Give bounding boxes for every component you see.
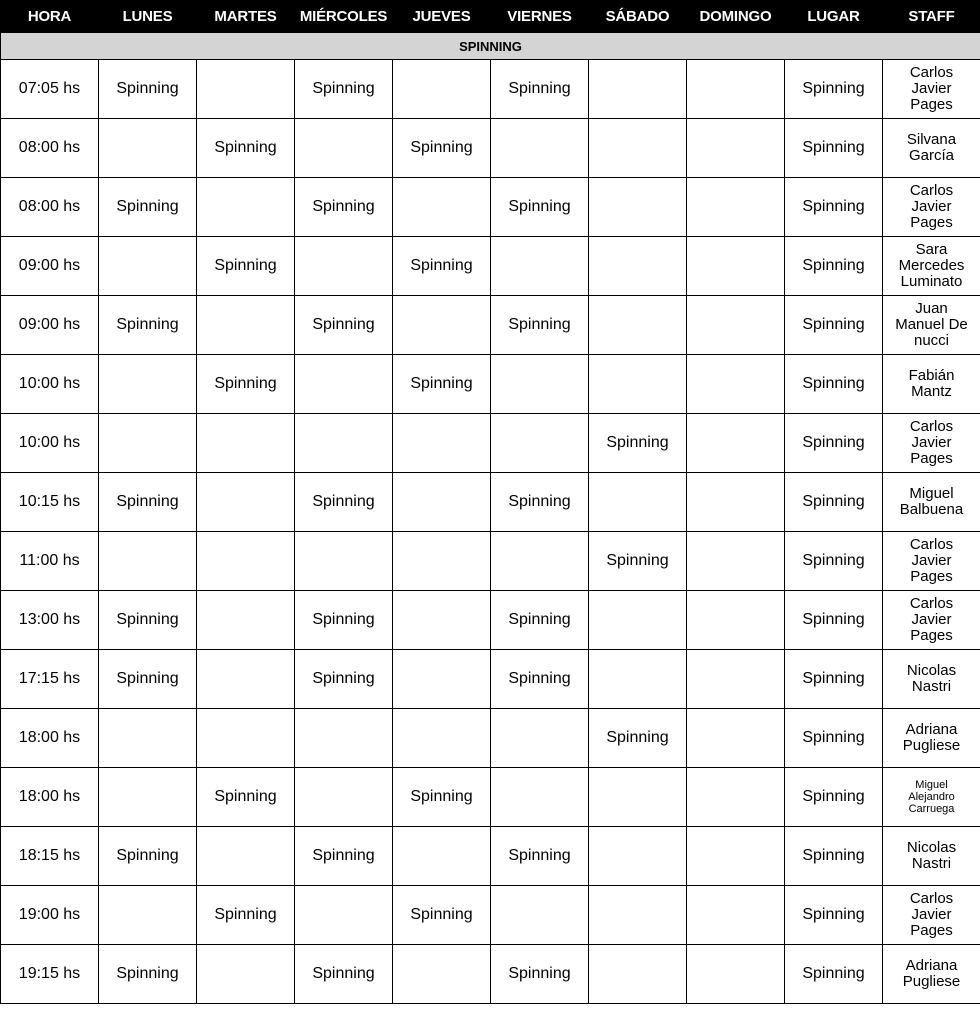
section-row (1, 33, 980, 60)
sabado-cell (589, 60, 687, 119)
lunes-cell (99, 709, 197, 768)
miercoles-cell (295, 237, 393, 296)
martes-cell: Spinning (197, 355, 295, 414)
domingo-cell (687, 886, 785, 945)
table-row (1, 414, 980, 473)
staff-cell: Nicolas Nastri (883, 827, 980, 886)
miercoles-cell (295, 768, 393, 827)
jueves-cell: Spinning (393, 237, 491, 296)
martes-cell (197, 60, 295, 119)
miercoles-cell: Spinning (295, 945, 393, 1004)
miercoles-cell: Spinning (295, 60, 393, 119)
table-row (1, 178, 980, 237)
staff-cell: Adriana Pugliese (883, 709, 980, 768)
domingo-cell (687, 473, 785, 532)
sabado-cell: Spinning (589, 709, 687, 768)
miercoles-cell (295, 355, 393, 414)
miercoles-cell (295, 709, 393, 768)
viernes-cell: Spinning (491, 827, 589, 886)
table-row (1, 827, 980, 886)
hora-cell: 09:00 hs (1, 237, 99, 296)
table-row (1, 650, 980, 709)
lugar-cell: Spinning (785, 60, 883, 119)
sabado-cell (589, 473, 687, 532)
miercoles-cell: Spinning (295, 827, 393, 886)
hora-cell: 07:05 hs (1, 60, 99, 119)
viernes-cell: Spinning (491, 178, 589, 237)
martes-cell (197, 709, 295, 768)
domingo-cell (687, 591, 785, 650)
lugar-cell: Spinning (785, 473, 883, 532)
lunes-cell (99, 119, 197, 178)
miercoles-cell: Spinning (295, 650, 393, 709)
sabado-cell (589, 827, 687, 886)
header-miercoles: MIÉRCOLES (295, 1, 393, 33)
miercoles-cell: Spinning (295, 178, 393, 237)
staff-cell: Carlos Javier Pages (883, 178, 980, 237)
sabado-cell (589, 355, 687, 414)
martes-cell (197, 178, 295, 237)
staff-cell: Carlos Javier Pages (883, 414, 980, 473)
lunes-cell (99, 237, 197, 296)
lugar-cell: Spinning (785, 827, 883, 886)
martes-cell: Spinning (197, 119, 295, 178)
viernes-cell (491, 709, 589, 768)
viernes-cell: Spinning (491, 945, 589, 1004)
hora-cell: 08:00 hs (1, 119, 99, 178)
miercoles-cell (295, 886, 393, 945)
miercoles-cell: Spinning (295, 591, 393, 650)
lunes-cell: Spinning (99, 473, 197, 532)
viernes-cell (491, 237, 589, 296)
sabado-cell (589, 945, 687, 1004)
lugar-cell: Spinning (785, 414, 883, 473)
lugar-cell: Spinning (785, 650, 883, 709)
domingo-cell (687, 119, 785, 178)
viernes-cell: Spinning (491, 473, 589, 532)
staff-cell: Nicolas Nastri (883, 650, 980, 709)
miercoles-cell (295, 119, 393, 178)
lunes-cell: Spinning (99, 178, 197, 237)
domingo-cell (687, 237, 785, 296)
lunes-cell (99, 532, 197, 591)
martes-cell (197, 591, 295, 650)
miercoles-cell: Spinning (295, 296, 393, 355)
martes-cell (197, 945, 295, 1004)
table-row (1, 709, 980, 768)
martes-cell (197, 473, 295, 532)
lugar-cell: Spinning (785, 886, 883, 945)
martes-cell: Spinning (197, 886, 295, 945)
viernes-cell: Spinning (491, 650, 589, 709)
domingo-cell (687, 827, 785, 886)
table-row (1, 532, 980, 591)
sabado-cell (589, 650, 687, 709)
staff-cell: Sara Mercedes Luminato (883, 237, 980, 296)
domingo-cell (687, 709, 785, 768)
sabado-cell (589, 886, 687, 945)
lugar-cell: Spinning (785, 237, 883, 296)
hora-cell: 19:00 hs (1, 886, 99, 945)
table-row (1, 591, 980, 650)
jueves-cell (393, 709, 491, 768)
sabado-cell (589, 178, 687, 237)
viernes-cell (491, 532, 589, 591)
viernes-cell: Spinning (491, 60, 589, 119)
table-row (1, 119, 980, 178)
lunes-cell: Spinning (99, 296, 197, 355)
martes-cell (197, 650, 295, 709)
hora-cell: 10:00 hs (1, 414, 99, 473)
viernes-cell: Spinning (491, 296, 589, 355)
viernes-cell (491, 355, 589, 414)
header-martes: MARTES (197, 1, 295, 33)
sabado-cell (589, 119, 687, 178)
lugar-cell: Spinning (785, 532, 883, 591)
header-staff: STAFF (883, 1, 980, 33)
viernes-cell (491, 119, 589, 178)
staff-cell: Miguel Balbuena (883, 473, 980, 532)
martes-cell (197, 827, 295, 886)
header-hora: HORA (1, 1, 99, 33)
header-lunes: LUNES (99, 1, 197, 33)
jueves-cell (393, 827, 491, 886)
table-row (1, 355, 980, 414)
table-row (1, 60, 980, 119)
miercoles-cell: Spinning (295, 473, 393, 532)
domingo-cell (687, 532, 785, 591)
hora-cell: 13:00 hs (1, 591, 99, 650)
lugar-cell: Spinning (785, 709, 883, 768)
martes-cell: Spinning (197, 768, 295, 827)
lugar-cell: Spinning (785, 119, 883, 178)
header-viernes: VIERNES (491, 1, 589, 33)
hora-cell: 11:00 hs (1, 532, 99, 591)
lugar-cell: Spinning (785, 945, 883, 1004)
jueves-cell: Spinning (393, 886, 491, 945)
jueves-cell (393, 178, 491, 237)
header-jueves: JUEVES (393, 1, 491, 33)
domingo-cell (687, 945, 785, 1004)
staff-cell: Silvana García (883, 119, 980, 178)
jueves-cell (393, 473, 491, 532)
staff-cell: Miguel Alejandro Carruega (883, 768, 980, 827)
domingo-cell (687, 650, 785, 709)
table-row (1, 296, 980, 355)
lunes-cell: Spinning (99, 591, 197, 650)
hora-cell: 10:00 hs (1, 355, 99, 414)
hora-cell: 17:15 hs (1, 650, 99, 709)
staff-cell: Carlos Javier Pages (883, 886, 980, 945)
sabado-cell (589, 296, 687, 355)
jueves-cell (393, 532, 491, 591)
staff-cell: Carlos Javier Pages (883, 591, 980, 650)
hora-cell: 18:15 hs (1, 827, 99, 886)
schedule-body (1, 60, 980, 1004)
hora-cell: 10:15 hs (1, 473, 99, 532)
lugar-cell: Spinning (785, 178, 883, 237)
sabado-cell (589, 768, 687, 827)
jueves-cell: Spinning (393, 768, 491, 827)
staff-cell: Carlos Javier Pages (883, 532, 980, 591)
lugar-cell: Spinning (785, 768, 883, 827)
domingo-cell (687, 178, 785, 237)
hora-cell: 08:00 hs (1, 178, 99, 237)
domingo-cell (687, 355, 785, 414)
martes-cell (197, 532, 295, 591)
jueves-cell (393, 591, 491, 650)
viernes-cell: Spinning (491, 591, 589, 650)
section-title: SPINNING (1, 33, 980, 60)
table-row (1, 768, 980, 827)
lugar-cell: Spinning (785, 296, 883, 355)
lugar-cell: Spinning (785, 591, 883, 650)
staff-cell: Adriana Pugliese (883, 945, 980, 1004)
jueves-cell (393, 60, 491, 119)
header-row (1, 1, 980, 33)
martes-cell (197, 296, 295, 355)
jueves-cell (393, 296, 491, 355)
table-row (1, 886, 980, 945)
viernes-cell (491, 768, 589, 827)
table-row (1, 237, 980, 296)
staff-cell: Fabián Mantz (883, 355, 980, 414)
miercoles-cell (295, 532, 393, 591)
lunes-cell: Spinning (99, 827, 197, 886)
jueves-cell (393, 414, 491, 473)
sabado-cell (589, 237, 687, 296)
hora-cell: 18:00 hs (1, 768, 99, 827)
jueves-cell: Spinning (393, 355, 491, 414)
header-sabado: SÁBADO (589, 1, 687, 33)
staff-cell: Juan Manuel De nucci (883, 296, 980, 355)
lunes-cell (99, 768, 197, 827)
lunes-cell: Spinning (99, 60, 197, 119)
lugar-cell: Spinning (785, 355, 883, 414)
jueves-cell (393, 650, 491, 709)
jueves-cell (393, 945, 491, 1004)
martes-cell (197, 414, 295, 473)
hora-cell: 09:00 hs (1, 296, 99, 355)
staff-cell: Carlos Javier Pages (883, 60, 980, 119)
table-row (1, 945, 980, 1004)
sabado-cell (589, 591, 687, 650)
domingo-cell (687, 414, 785, 473)
domingo-cell (687, 60, 785, 119)
lunes-cell (99, 414, 197, 473)
martes-cell: Spinning (197, 237, 295, 296)
viernes-cell (491, 886, 589, 945)
hora-cell: 19:15 hs (1, 945, 99, 1004)
miercoles-cell (295, 414, 393, 473)
sabado-cell: Spinning (589, 532, 687, 591)
header-lugar: LUGAR (785, 1, 883, 33)
lunes-cell (99, 355, 197, 414)
lunes-cell (99, 886, 197, 945)
domingo-cell (687, 296, 785, 355)
sabado-cell: Spinning (589, 414, 687, 473)
viernes-cell (491, 414, 589, 473)
lunes-cell: Spinning (99, 945, 197, 1004)
lunes-cell: Spinning (99, 650, 197, 709)
hora-cell: 18:00 hs (1, 709, 99, 768)
domingo-cell (687, 768, 785, 827)
header-domingo: DOMINGO (687, 1, 785, 33)
table-row (1, 473, 980, 532)
jueves-cell: Spinning (393, 119, 491, 178)
